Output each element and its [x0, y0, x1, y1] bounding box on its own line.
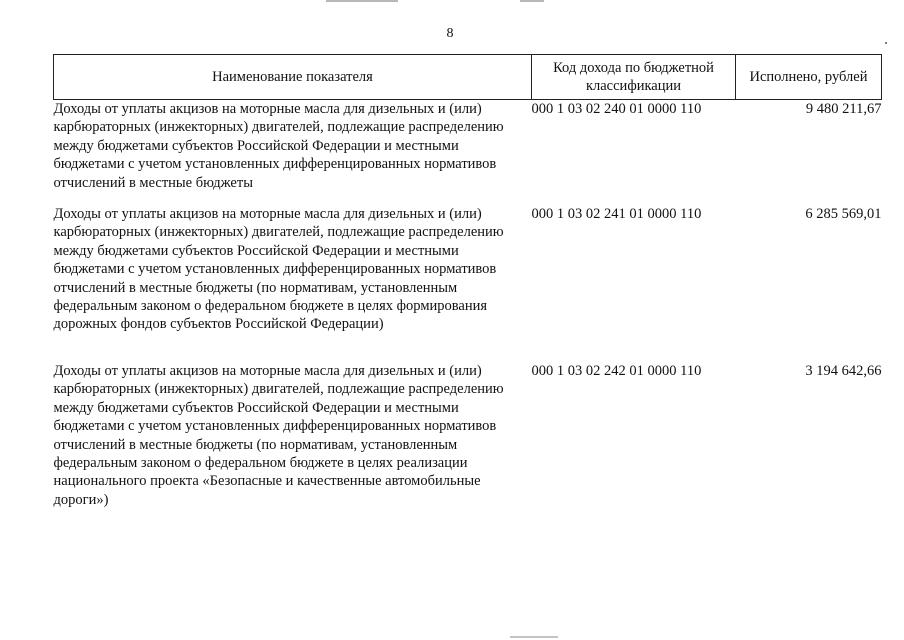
budget-classification-code: 000 1 03 02 241 01 0000 110 — [531, 206, 702, 222]
executed-amount: 9 480 211,67 — [805, 101, 882, 117]
scan-artifact-top-left — [326, 0, 398, 2]
scan-artifact-top-right — [520, 0, 544, 2]
column-header-amount: Исполнено, рублей — [736, 55, 882, 100]
budget-classification-code: 000 1 03 02 240 01 0000 110 — [531, 101, 702, 117]
scan-artifact-bottom — [510, 636, 558, 638]
budget-classification-code: 000 1 03 02 242 01 0000 110 — [531, 363, 702, 379]
table-row — [54, 100, 882, 206]
scan-artifact-dot — [885, 42, 887, 44]
executed-amount: 3 194 642,66 — [805, 363, 882, 379]
indicator-name: Доходы от уплаты акцизов на моторные масла для дизельных и (или) карбюраторных (инжекторных) двигателей, подлежащие распределению между бюджетами субъектов Российской Федерации и местными бюджетами с учетом установленных дифференцированных нормативов отчислений в местные бюджеты — [53, 101, 504, 191]
indicator-name: Доходы от уплаты акцизов на моторные масла для дизельных и (или) карбюраторных (инжекторных) двигателей, подлежащие распределению между бюджетами субъектов Российской Федерации и местными бюджетами с учетом установленных дифференцированных нормативов отчислений в местные бюджеты (по нормативам, установленным федеральным законом о федеральном бюджете в целях реализации национального проекта «Безопасные и качественные автомобильные дороги») — [53, 363, 504, 508]
table-row — [54, 205, 882, 362]
indicator-name: Доходы от уплаты акцизов на моторные масла для дизельных и (или) карбюраторных (инжекторных) двигателей, подлежащие распределению между бюджетами субъектов Российской Федерации и местными бюджетами с учетом установленных дифференцированных нормативов отчислений в местные бюджеты (по нормативам, установленным федеральным законом о федеральном бюджете в целях формирования дорожных фондов субъектов Российской Федерации) — [53, 206, 504, 333]
executed-amount: 6 285 569,01 — [805, 206, 882, 222]
table-header-row — [54, 55, 882, 100]
column-header-code: Код дохода по бюджетной классификации — [532, 55, 736, 100]
revenue-table — [53, 54, 882, 522]
table-row — [54, 362, 882, 522]
column-header-name: Наименование показателя — [54, 55, 532, 100]
page-number: 8 — [446, 26, 454, 41]
